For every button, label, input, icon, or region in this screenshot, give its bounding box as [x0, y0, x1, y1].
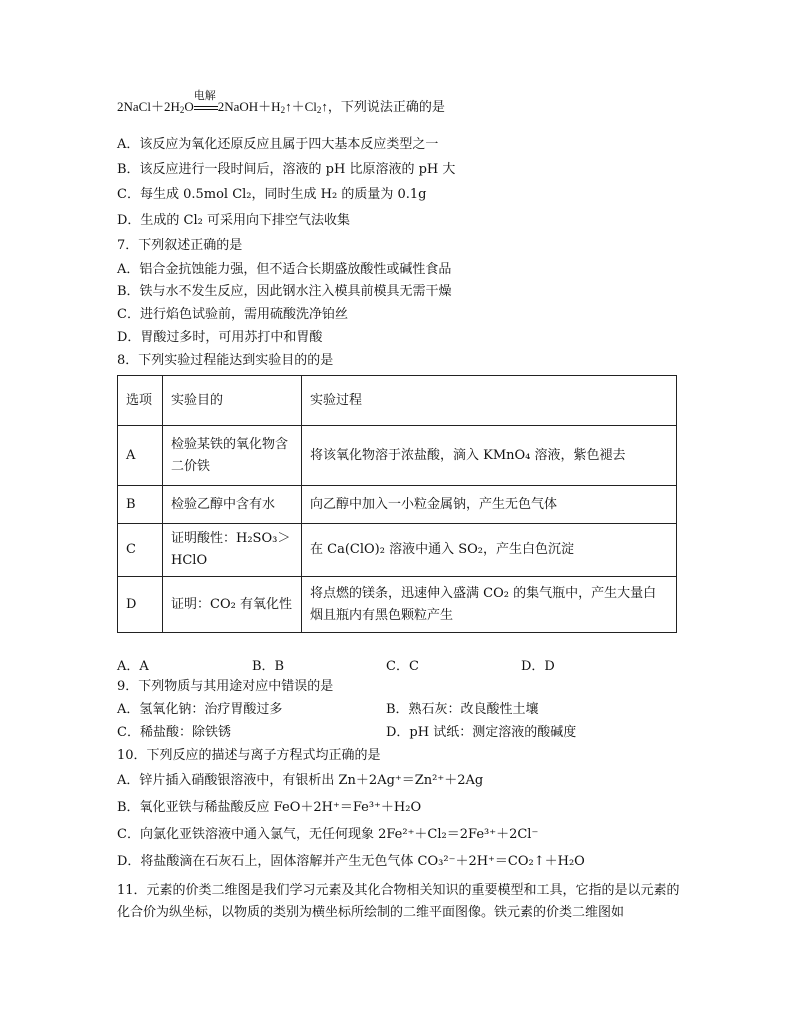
q11-text: 11．元素的价类二维图是我们学习元素及其化合物相关知识的重要模型和工具，它指的是以元素的化合价为纵坐标，以物质的类别为横坐标所绘制的二维平面图像。铁元素的价类二维图如 — [117, 883, 680, 920]
q7-option-c: C．进行焰色试验前，需用硫酸洗净铂丝 — [117, 307, 348, 322]
q7-option-b: B．铁与水不发生反应，因此钢水注入模具前模具无需干燥 — [117, 284, 452, 299]
q7-option-a: A．铝合金抗蚀能力强，但不适合长期盛放酸性或碱性食品 — [117, 262, 452, 277]
table-cell: 在 Ca(ClO)₂ 溶液中通入 SO₂，产生白色沉淀 — [302, 524, 677, 577]
q9-stem: 9．下列物质与其用途对应中错误的是 — [117, 679, 334, 694]
table-header-row — [118, 376, 677, 426]
table-cell: 将该氧化物溶于浓盐酸，滴入 KMnO₄ 溶液，紫色褪去 — [302, 426, 677, 486]
q6-option-c: C．每生成 0.5mol Cl₂，同时生成 H₂ 的质量为 0.1g — [117, 187, 427, 202]
header-cell: 实验过程 — [302, 376, 677, 426]
table-cell: 检验乙醇中含有水 — [163, 486, 302, 524]
table-cell: C — [118, 524, 163, 577]
table-cell: 证明酸性：H₂SO₃＞HClO — [163, 524, 302, 577]
table-cell: 证明：CO₂ 有氧化性 — [163, 577, 302, 633]
q10-stem: 10．下列反应的描述与离子方程式均正确的是 — [117, 748, 381, 763]
q9-option-a: A．氢氧化钠：治疗胃酸过多 — [117, 702, 283, 717]
q8-choice-d: D．D — [521, 659, 555, 674]
q7-stem: 7．下列叙述正确的是 — [117, 238, 243, 253]
q8-choice-b: B．B — [252, 659, 285, 674]
header-cell: 实验目的 — [163, 376, 302, 426]
q6-equation: $2NaCl+2H_2O$ 电解 $2NaOH+H_2↑+Cl_2↑$ — [117, 89, 328, 115]
q6-option-a: A．该反应为氧化还原反应且属于四大基本反应类型之一 — [117, 137, 439, 152]
table-cell: B — [118, 486, 163, 524]
table-cell: 检验某铁的氧化物含二价铁 — [163, 426, 302, 486]
q8-table — [117, 375, 677, 633]
table-row — [118, 486, 677, 524]
q9-option-d: D．pH 试纸：测定溶液的酸碱度 — [386, 725, 577, 740]
q8-stem: 8．下列实验过程能达到实验目的的是 — [117, 353, 334, 368]
table-row — [118, 577, 677, 633]
q6-option-b: B．该反应进行一段时间后，溶液的 pH 比原溶液的 pH 大 — [117, 162, 456, 177]
q10-option-d: D．将盐酸滴在石灰石上，固体溶解并产生无色气体 CO₃²⁻＋2H⁺＝CO₂↑＋H₂O — [117, 854, 585, 869]
q10-option-b: B．氧化亚铁与稀盐酸反应 FeO＋2H⁺＝Fe³⁺＋H₂O — [117, 800, 422, 815]
q9-option-b: B．熟石灰：改良酸性土壤 — [386, 702, 539, 717]
q10-option-c: C．向氯化亚铁溶液中通入氯气，无任何现象 2Fe²⁺＋Cl₂＝2Fe³⁺＋2Cl⁻ — [117, 827, 539, 842]
table-cell: 向乙醇中加入一小粒金属钠，产生无色气体 — [302, 486, 677, 524]
q6-option-d: D．生成的 Cl₂ 可采用向下排空气法收集 — [117, 213, 351, 228]
q8-choice-a: A．A — [117, 659, 149, 674]
header-cell: 选项 — [118, 376, 163, 426]
table-row — [118, 524, 677, 577]
q7-option-d: D．胃酸过多时，可用苏打中和胃酸 — [117, 330, 323, 345]
q6-stem: $2NaCl+2H_2O$ 电解 $2NaOH+H_2↑+Cl_2↑$，下列说法正确的是 — [117, 89, 445, 115]
table-row — [118, 426, 677, 486]
table-cell: D — [118, 577, 163, 633]
q8-choice-c: C．C — [386, 659, 419, 674]
table-cell: A — [118, 426, 163, 486]
table-cell: 将点燃的镁条，迅速伸入盛满 CO₂ 的集气瓶中，产生大量白烟且瓶内有黑色颗粒产生 — [302, 577, 677, 633]
q10-option-a: A．锌片插入硝酸银溶液中，有银析出 Zn＋2Ag⁺＝Zn²⁺＋2Ag — [117, 773, 484, 788]
q9-option-c: C．稀盐酸：除铁锈 — [117, 725, 231, 740]
